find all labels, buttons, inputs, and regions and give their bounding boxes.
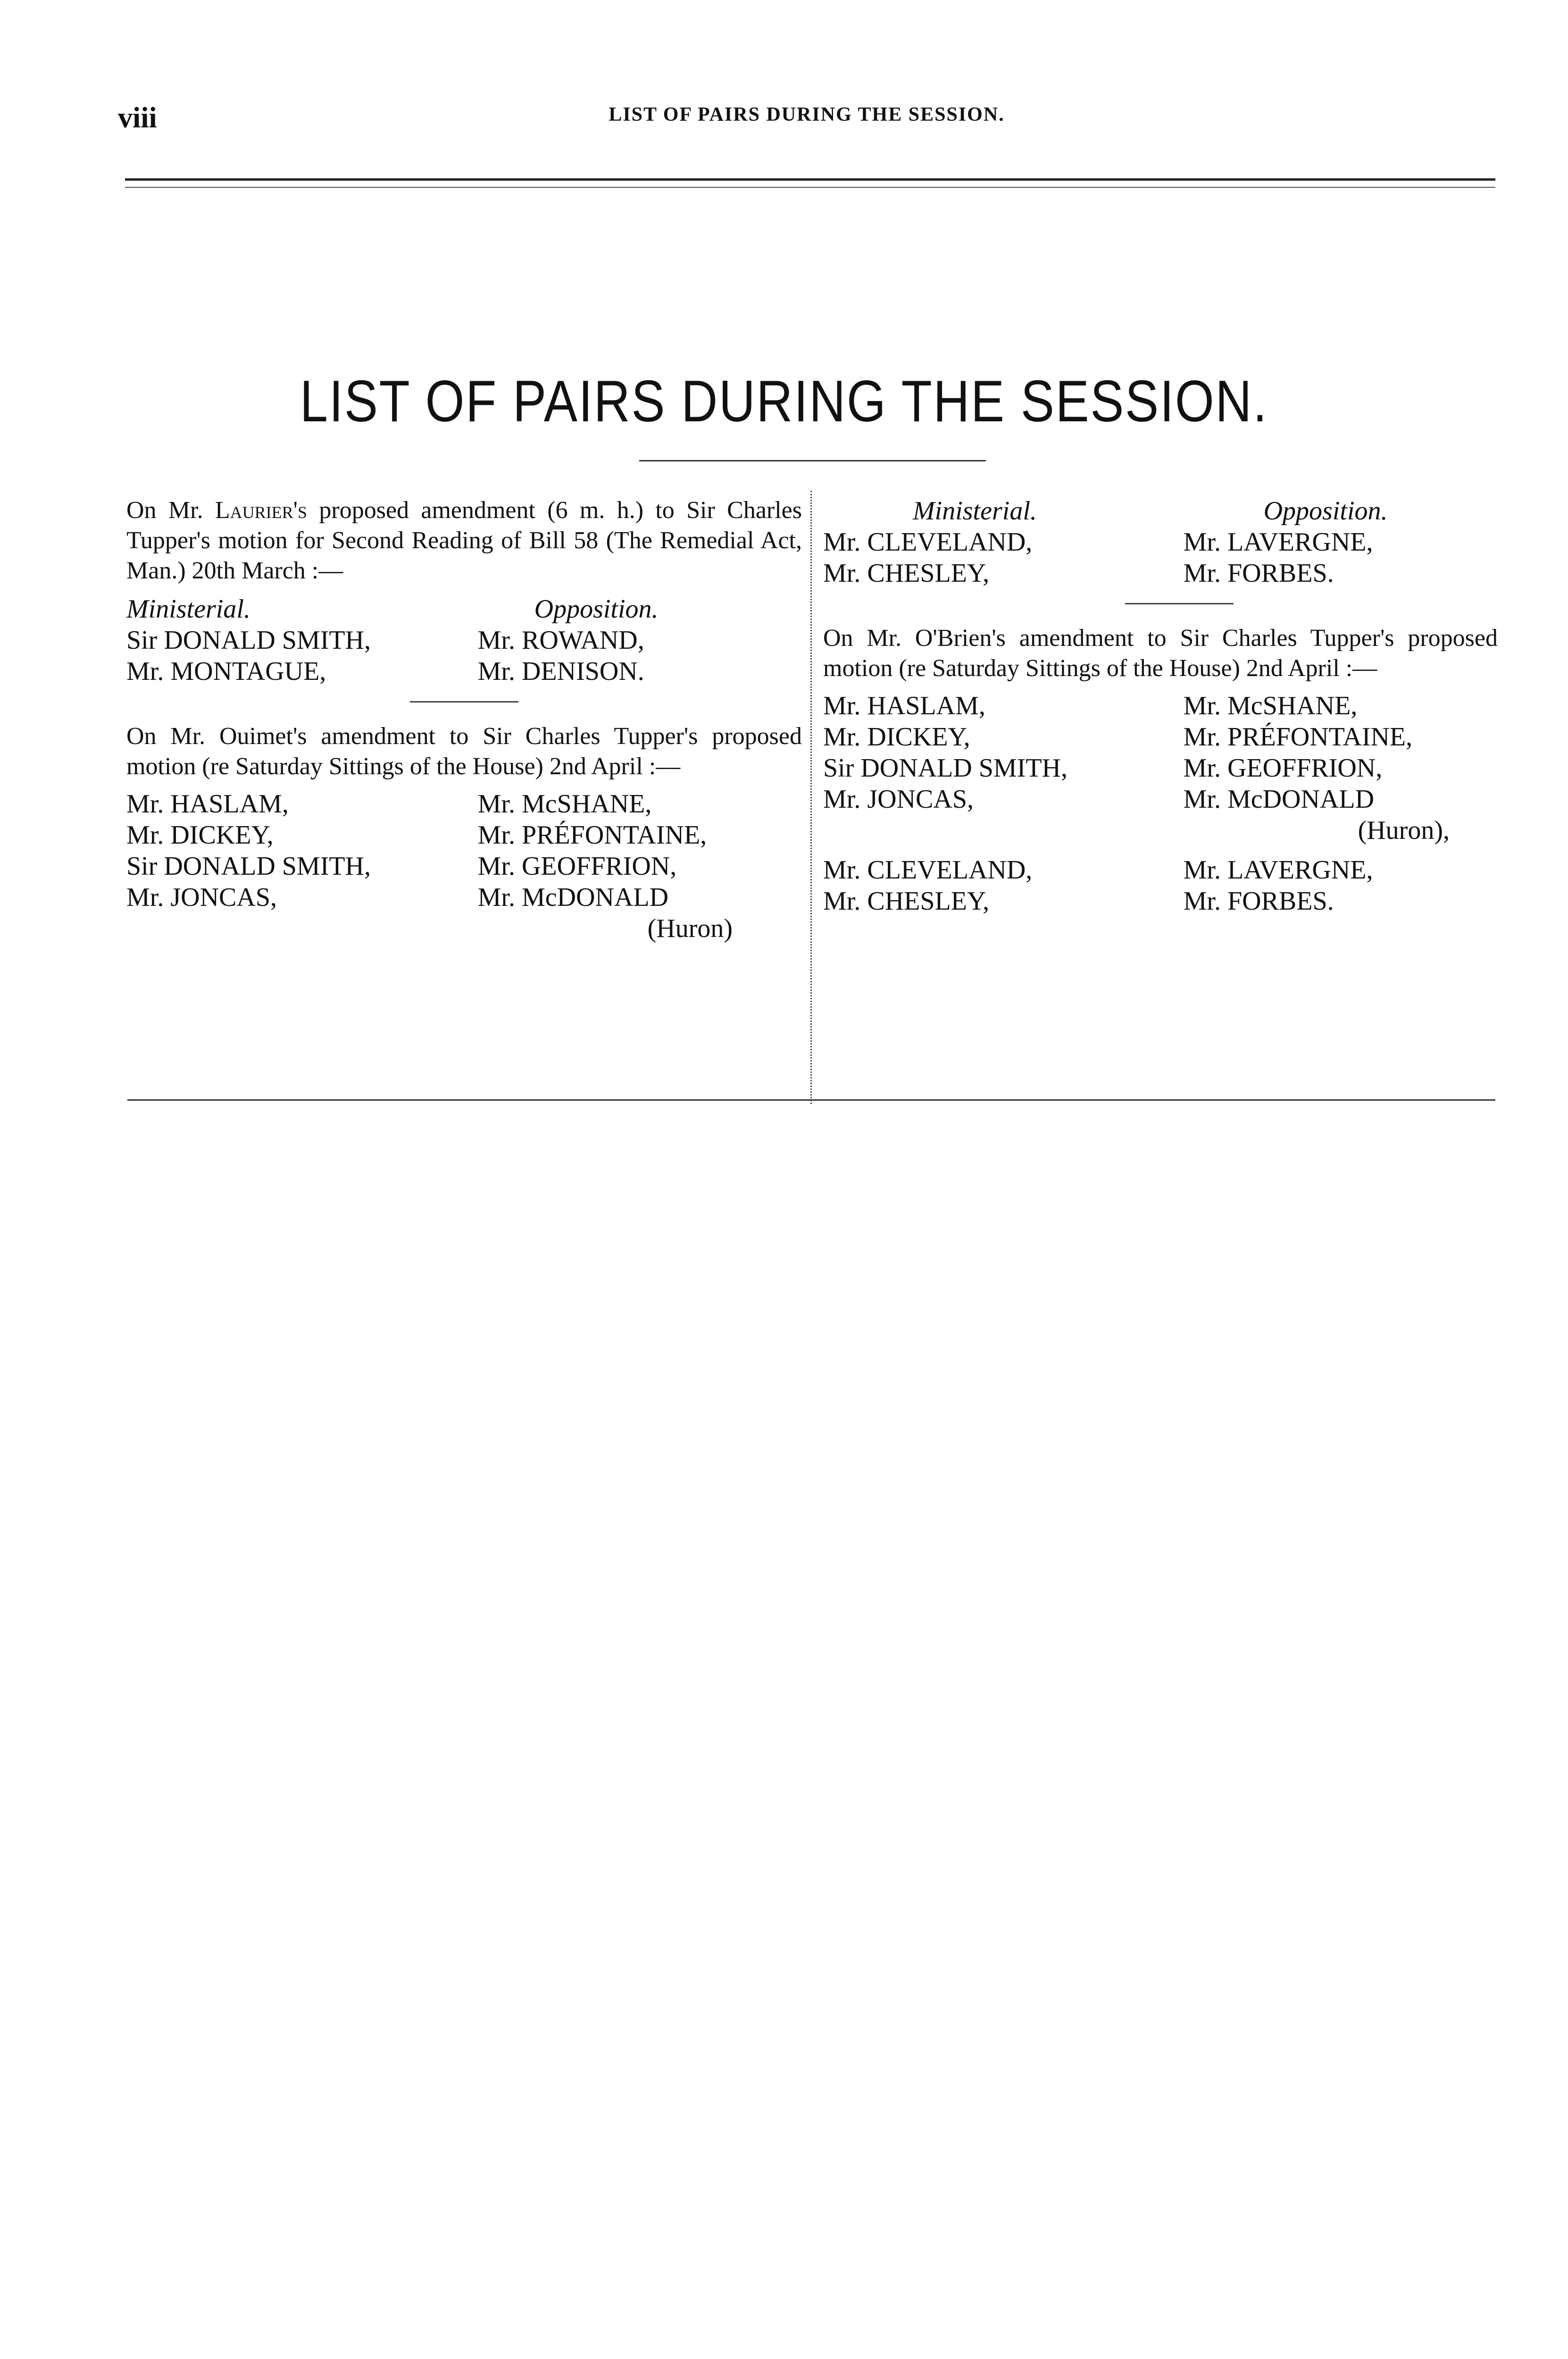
table-row (823, 815, 1498, 846)
opposition-member: Mr. McSHANE, (1183, 691, 1358, 720)
opposition-member: Mr. McSHANE, (477, 789, 652, 819)
opposition-header: Opposition. (534, 594, 659, 624)
ministerial-member: Mr. CLEVELAND, (823, 855, 1033, 885)
table-row (126, 882, 802, 913)
constituency-note: (Huron) (647, 914, 733, 943)
motion-laurier-text: On Mr. Laurier's proposed amendment (6 m. h.) to Sir Charles Tupper's motion for Second Reading of Bill 58 (The Remedial Act, Man.) 20th March :— (126, 497, 802, 584)
table-row (823, 886, 1498, 917)
opposition-member: Mr. PRÉFONTAINE, (1183, 722, 1413, 752)
opposition-member: Mr. LAVERGNE, (1183, 527, 1373, 557)
running-head (118, 101, 1495, 134)
running-title: LIST OF PAIRS DURING THE SESSION. (609, 104, 1005, 125)
opposition-member: Mr. FORBES. (1183, 887, 1334, 916)
table-row (126, 656, 802, 687)
table-row (823, 846, 1498, 886)
opposition-member: Mr. PRÉFONTAINE, (477, 820, 707, 850)
ministerial-header: Ministerial. (913, 496, 1037, 526)
pairs-table-laurier-cont (823, 495, 1498, 589)
table-row (823, 690, 1498, 721)
ministerial-member: Mr. DICKEY, (126, 820, 274, 850)
table-row (823, 721, 1498, 753)
ministerial-member: Mr. CHESLEY, (823, 559, 990, 588)
motion-obrien-text: On Mr. O'Brien's amendment to Sir Charles Tupper's proposed motion (re Saturday Sittings of the House) 2nd April :— (823, 625, 1498, 682)
ministerial-member: Mr. CHESLEY, (823, 887, 990, 916)
opposition-header: Opposition. (1263, 496, 1388, 526)
ministerial-member: Sir DONALD SMITH, (126, 852, 371, 881)
ministerial-member: Mr. HASLAM, (823, 691, 985, 720)
ministerial-member: Mr. CLEVELAND, (823, 527, 1033, 557)
table-row (126, 913, 802, 944)
opposition-member: Mr. ROWAND, (477, 626, 644, 655)
opposition-member: Mr. GEOFFRION, (477, 852, 677, 881)
table-row (126, 851, 802, 882)
left-column (126, 495, 802, 944)
ministerial-member: Sir DONALD SMITH, (126, 626, 371, 655)
opposition-member: Mr. DENISON. (477, 657, 644, 686)
header-rule (125, 178, 1495, 181)
constituency-note: (Huron), (1358, 816, 1450, 845)
opposition-member: Mr. McDONALD (477, 883, 669, 912)
right-column (823, 495, 1498, 917)
opposition-member: Mr. LAVERGNE, (1183, 855, 1373, 885)
page-title: LIST OF PAIRS DURING THE SESSION. (300, 369, 1268, 434)
table-row (126, 788, 802, 820)
ministerial-member: Mr. JONCAS, (126, 883, 277, 912)
table-row (823, 784, 1498, 815)
opposition-member: Mr. GEOFFRION, (1183, 753, 1383, 783)
opposition-member: Mr. McDONALD (1183, 785, 1375, 814)
header-rule-thin (125, 187, 1495, 188)
section-separator (1125, 603, 1234, 604)
ministerial-member: Mr. MONTAGUE, (126, 657, 326, 686)
column-divider (810, 491, 812, 1104)
pairs-table-laurier (126, 594, 802, 687)
motion-ouimet-text: On Mr. Ouimet's amendment to Sir Charles Tupper's proposed motion (re Saturday Sittings of the House) 2nd April :— (126, 723, 802, 780)
ministerial-member: Sir DONALD SMITH, (823, 753, 1068, 783)
section-separator (410, 701, 518, 703)
pairs-table-ouimet (126, 788, 802, 944)
ministerial-header: Ministerial. (126, 594, 250, 624)
opposition-member: Mr. FORBES. (1183, 559, 1334, 588)
pairs-table-obrien (823, 690, 1498, 917)
table-row (823, 558, 1498, 589)
title-rule (639, 460, 986, 461)
table-row (126, 820, 802, 851)
ministerial-member: Mr. JONCAS, (823, 785, 974, 814)
table-row (823, 753, 1498, 784)
table-row (126, 625, 802, 656)
ministerial-member: Mr. HASLAM, (126, 789, 289, 819)
ministerial-member: Mr. DICKEY, (823, 722, 970, 752)
bottom-rule (127, 1099, 1495, 1101)
table-row (823, 527, 1498, 558)
page-number: viii (118, 102, 157, 134)
